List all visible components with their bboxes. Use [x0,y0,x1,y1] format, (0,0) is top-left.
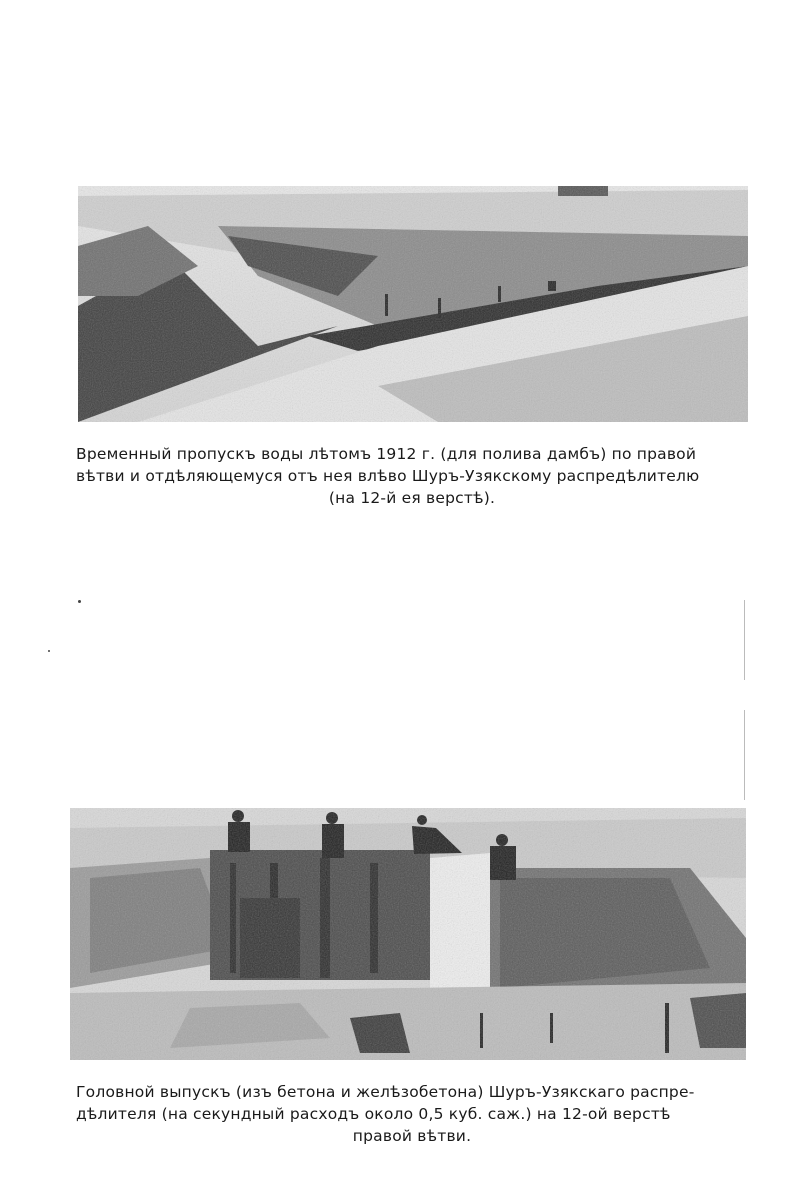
canal-photo [78,186,748,422]
caption-line: (на 12-й ея верстѣ). [328,489,496,507]
scan-edge-line [744,600,745,800]
caption-line: Головной выпускъ (изъ бетона и желѣзобетона) Шуръ-Узякскаго распре- [76,1083,695,1101]
caption-line: дѣлителя (на секундный расходъ около 0,5 куб. саж.) на 12-ой верстѣ [76,1105,671,1123]
scan-speck [48,650,50,652]
caption-line: Временный пропускъ воды лѣтомъ 1912 г. (для полива дамбъ) по правой [76,445,697,463]
caption-line: правой вѣтви. [352,1127,472,1145]
caption-head-outlet-photo [76,1081,748,1147]
head-outlet-photo-image [70,808,746,1060]
canal-photo-image [78,186,748,422]
caption-line: вѣтви и отдѣляющемуся отъ нея влѣво Шуръ-Узякскому распредѣлителю [76,467,700,485]
head-outlet-photo [70,808,746,1060]
scan-speck [78,600,81,603]
caption-canal-photo [76,443,748,509]
